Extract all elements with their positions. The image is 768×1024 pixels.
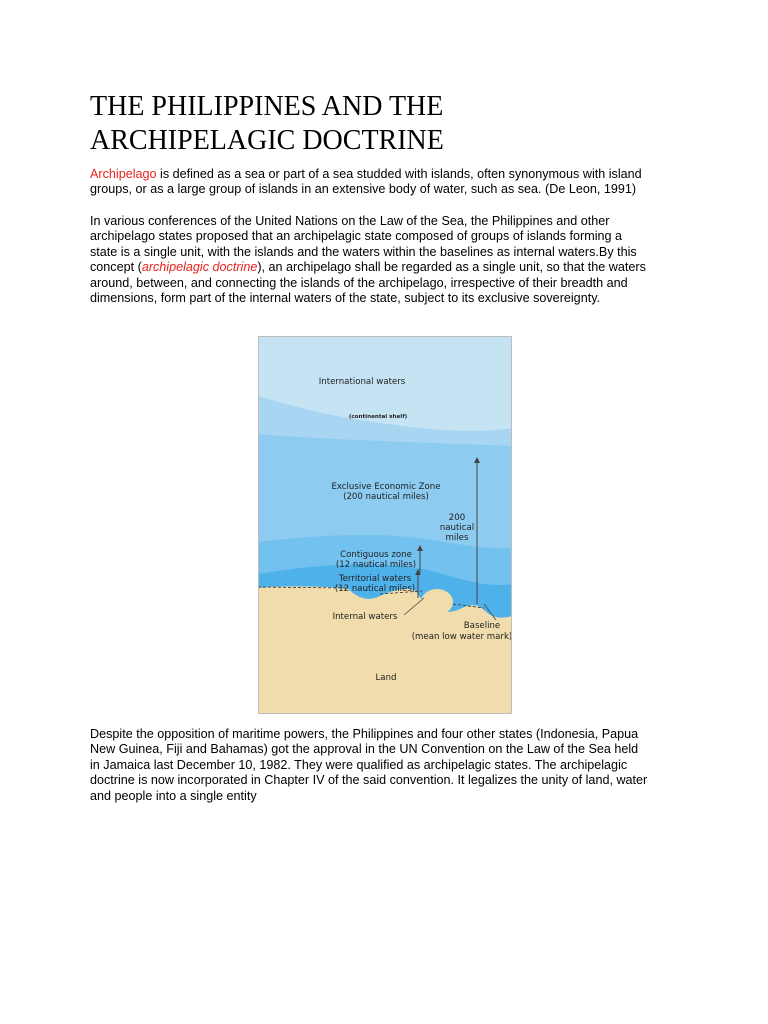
paragraph-line: state is a single unit, with the islands and the waters within the baselines as internal waters.By this bbox=[90, 244, 637, 259]
baseline-label: Baseline bbox=[463, 621, 501, 631]
paragraph-text: ), an archipelago shall be regarded as a single unit, so that the waters bbox=[257, 260, 646, 275]
eez-sublabel: (200 nautical miles) bbox=[343, 492, 429, 502]
document-title bbox=[90, 90, 690, 158]
paragraph-line: In various conferences of the United Nations on the Law of the Sea, the Philippines and other bbox=[90, 214, 610, 228]
distance-label: miles bbox=[445, 533, 469, 543]
title-line: ARCHIPELAGIC DOCTRINE bbox=[90, 125, 444, 156]
paragraph-text: concept ( bbox=[90, 260, 142, 275]
paragraph-line: New Guinea, Fiji and Bahamas) got the approval in the UN Convention on the Law of the Sea held bbox=[90, 742, 639, 757]
paragraph-line: dimensions, form part of the internal waters of the state, subject to its exclusive sovereignty. bbox=[90, 291, 601, 306]
archipelago-term: Archipelago bbox=[90, 167, 157, 181]
contiguous-zone-sublabel: (12 nautical miles) bbox=[335, 560, 417, 570]
paragraph-line: Despite the opposition of maritime powers, the Philippines and four other states (Indonesia, Papua bbox=[90, 727, 639, 741]
paragraph-text: is defined as a sea or part of a sea studded with islands, often synonymous with island bbox=[156, 167, 642, 181]
territorial-waters-label: Territorial waters bbox=[338, 574, 412, 584]
archipelagic-doctrine-term: archipelagic doctrine bbox=[141, 260, 258, 275]
approval-paragraph bbox=[90, 727, 686, 804]
offshore-island bbox=[421, 589, 453, 615]
paragraph-line: archipelago states proposed that an archipelagic state composed of groups of islands forming a bbox=[90, 229, 623, 244]
paragraph-line bbox=[90, 167, 686, 182]
paragraph-line: and people into a single entity bbox=[90, 788, 257, 803]
distance-label: 200 bbox=[448, 513, 466, 523]
land-label: Land bbox=[375, 673, 397, 683]
internal-waters-label: Internal waters bbox=[332, 612, 398, 622]
contiguous-zone-label: Contiguous zone bbox=[340, 550, 412, 560]
paragraph-line bbox=[90, 260, 686, 275]
title-line: THE PHILIPPINES AND THE bbox=[90, 91, 444, 122]
territorial-waters-sublabel: (12 nautical miles) bbox=[334, 584, 416, 594]
baseline-sublabel: (mean low water mark) bbox=[411, 632, 512, 642]
paragraph-line: groups, or as a large group of islands in an extensive body of water, such as sea. (De Leon, 1991) bbox=[90, 182, 637, 197]
paragraph-line: doctrine is now incorporated in Chapter IV of the said convention. It legalizes the unity of land, water bbox=[90, 773, 648, 788]
continental-shelf-label: (continental shelf) bbox=[348, 414, 408, 420]
paragraph-line: around, between, and connecting the islands of the archipelago, irrespective of their breadth and bbox=[90, 275, 628, 290]
paragraph-line: in Jamaica last December 10, 1982. They were qualified as archipelagic states. The archipelagic bbox=[90, 757, 628, 772]
international-waters-label: International waters bbox=[318, 377, 406, 387]
land-mass bbox=[258, 586, 512, 714]
maritime-zones-diagram bbox=[258, 336, 512, 714]
definition-paragraph bbox=[90, 167, 686, 198]
eez-label: Exclusive Economic Zone bbox=[331, 482, 441, 492]
conferences-paragraph bbox=[90, 214, 686, 306]
distance-label: nautical bbox=[439, 523, 475, 533]
